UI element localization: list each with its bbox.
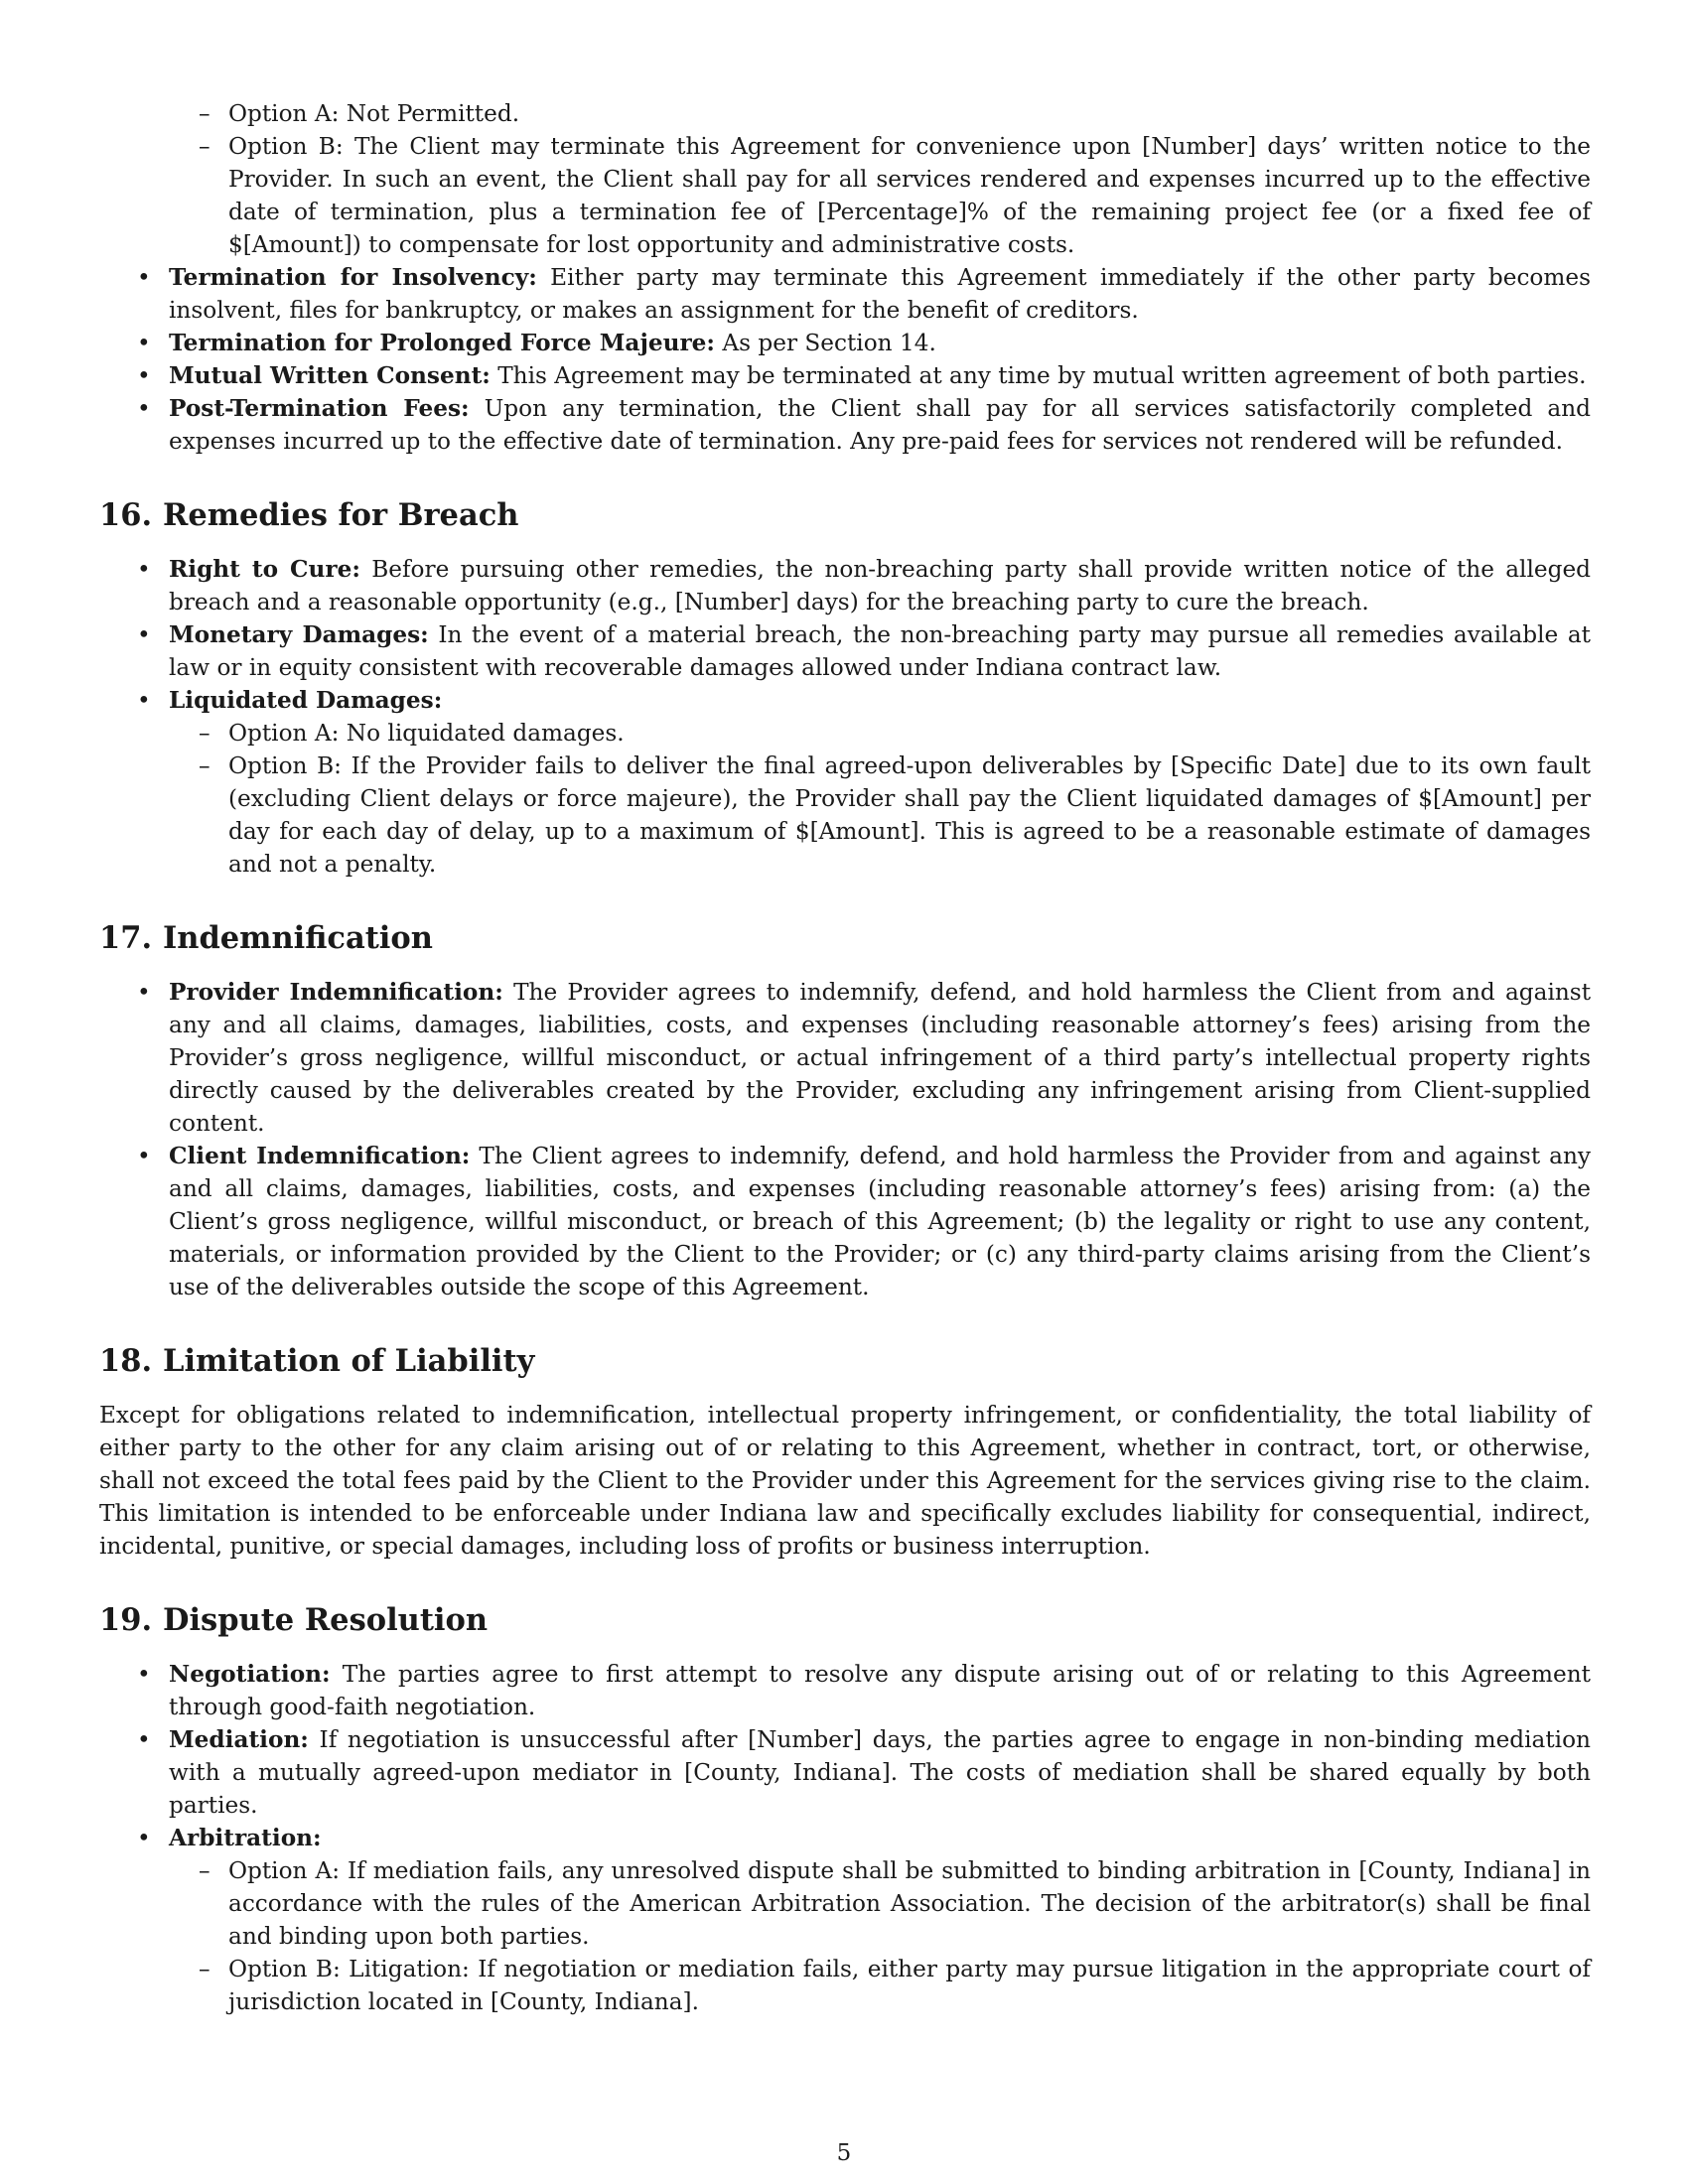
term-label: Client Indemnification:	[169, 1143, 471, 1169]
remedies-list	[99, 553, 1591, 881]
list-item	[99, 1658, 1591, 1723]
list-item	[99, 684, 1591, 881]
liquidated-damages-options	[169, 717, 1591, 881]
section-heading-18	[99, 1341, 1591, 1381]
section-heading-17	[99, 918, 1591, 958]
list-item: – Option B: The Client may terminate this Agreement for convenience upon [Number] days’ written notice to the Provider. In such an event, the Client shall pay for all services rendered and expenses incurred up to the effective date of termination, plus a termination fee of [Percentage]% of the remaining project fee (or a fixed fee of $[Amount]) to compensate for lost opportunity and administrative costs.	[99, 130, 1591, 261]
section-number: 19.	[99, 1602, 153, 1638]
term-label: Provider Indemnification:	[169, 979, 503, 1006]
term-text: Before pursuing other remedies, the non-breaching party shall provide written notice of the alleged breach and a reasonable opportunity (e.g., [Number] days) for the breaching party to cure the breach.	[169, 556, 1592, 615]
section-number: 16.	[99, 497, 153, 533]
term-label: Post-Termination Fees:	[169, 395, 470, 422]
section-title: Dispute Resolution	[163, 1602, 489, 1638]
document-page	[99, 97, 1591, 2018]
term-text: Either party may terminate this Agreement immediately if the other party becomes insolvent, files for bankruptcy, or makes an assignment for the benefit of creditors.	[169, 264, 1592, 324]
list-item	[99, 327, 1591, 359]
term-label: Termination for Prolonged Force Majeure:	[169, 330, 715, 356]
page-number: 5	[836, 2140, 852, 2166]
list-item	[99, 976, 1591, 1140]
section-heading-16	[99, 495, 1591, 535]
term-label: Liquidated Damages:	[169, 687, 443, 714]
section-title: Indemnification	[163, 920, 433, 956]
term-text: This Agreement may be terminated at any time by mutual written agreement of both parties.	[497, 362, 1587, 389]
section-title: Limitation of Liability	[163, 1343, 535, 1379]
section-title: Remedies for Breach	[163, 497, 519, 533]
list-item	[99, 1723, 1591, 1822]
section-number: 17.	[99, 920, 153, 956]
section-number: 18.	[99, 1343, 153, 1379]
term-text: As per Section 14.	[722, 330, 936, 356]
term-label: Mediation:	[169, 1726, 309, 1753]
arbitration-options	[169, 1854, 1591, 2018]
term-text: The Provider agrees to indemnify, defend, and hold harmless the Client from and against any and all claims, damages, liabilities, costs, and expenses (including reasonable attorney’s fees) arising from the Provider’s gross negligence, willful misconduct, or actual infringement of a third party’s intellectual property rights directly caused by the deliverables created by the Provider, excluding any infringement arising from Client-supplied content.	[169, 979, 1592, 1137]
list-item: – Option A: No liquidated damages.	[169, 717, 1591, 750]
list-item	[99, 1140, 1591, 1303]
list-item: – Option B: Litigation: If negotiation or mediation fails, either party may pursue litigation in the appropriate court of jurisdiction located in [County, Indiana].	[169, 1953, 1591, 2018]
list-item	[99, 618, 1591, 684]
limitation-paragraph: Except for obligations related to indemnification, intellectual property infringement, or confidentiality, the total liability of either party to the other for any claim arising out of or relating to this Agreement, whether in contract, tort, or otherwise, shall not exceed the total fees paid by the Client to the Provider under this Agreement for the services giving rise to the claim. This limitation is intended to be enforceable under Indiana law and specifically excludes liability for consequential, indirect, incidental, punitive, or special damages, including loss of profits or business interruption.	[99, 1402, 1591, 1560]
list-item	[99, 261, 1591, 327]
termination-list	[99, 261, 1591, 458]
term-text: The parties agree to first attempt to resolve any dispute arising out of or relating to this Agreement through good-faith negotiation.	[169, 1661, 1591, 1720]
list-item	[99, 1822, 1591, 2018]
list-item	[99, 359, 1591, 392]
term-text: If negotiation is unsuccessful after [Number] days, the parties agree to engage in non-binding mediation with a mutually agreed-upon mediator in [County, Indiana]. The costs of mediation shall be shared equally by both parties.	[169, 1726, 1591, 1819]
section-heading-19	[99, 1600, 1591, 1640]
indemnification-list	[99, 976, 1591, 1303]
term-text: The Client agrees to indemnify, defend, and hold harmless the Provider from and against any and all claims, damages, liabilities, costs, and expenses (including reasonable attorney’s fees) arising from: (a) the Client’s gross negligence, willful misconduct, or breach of this Agreement; (b) the legality or right to use any content, materials, or information provided by the Client to the Provider; or (c) any third-party claims arising from the Client’s use of the deliverables outside the scope of this Agreement.	[169, 1143, 1591, 1300]
dispute-resolution-list	[99, 1658, 1591, 2018]
term-label: Monetary Damages:	[169, 621, 429, 648]
term-text: In the event of a material breach, the non-breaching party may pursue all remedies available at law or in equity consistent with recoverable damages allowed under Indiana contract law.	[169, 621, 1592, 681]
term-label: Arbitration:	[169, 1825, 322, 1851]
term-label: Negotiation:	[169, 1661, 331, 1688]
term-label: Termination for Insolvency:	[169, 264, 537, 291]
term-label: Right to Cure:	[169, 556, 360, 583]
term-label: Mutual Written Consent:	[169, 362, 491, 389]
list-item: – Option B: If the Provider fails to deliver the final agreed-upon deliverables by [Specific Date] due to its own fault (excluding Client delays or force majeure), the Provider shall pay the Client liquidated damages of $[Amount] per day for each day of delay, up to a maximum of $[Amount]. This is agreed to be a reasonable estimate of damages and not a penalty.	[169, 750, 1591, 881]
list-item	[99, 553, 1591, 618]
term-text: Upon any termination, the Client shall pay for all services satisfactorily completed and expenses incurred up to the effective date of termination. Any pre-paid fees for services not rendered will be refunded.	[169, 395, 1592, 455]
termination-for-convenience-options	[99, 97, 1591, 261]
list-item: – Option A: If mediation fails, any unresolved dispute shall be submitted to binding arbitration in [County, Indiana] in accordance with the rules of the American Arbitration Association. The decision of the arbitrator(s) shall be final and binding upon both parties.	[169, 1854, 1591, 1953]
list-item	[99, 392, 1591, 458]
list-item: – Option A: Not Permitted.	[99, 97, 1591, 130]
